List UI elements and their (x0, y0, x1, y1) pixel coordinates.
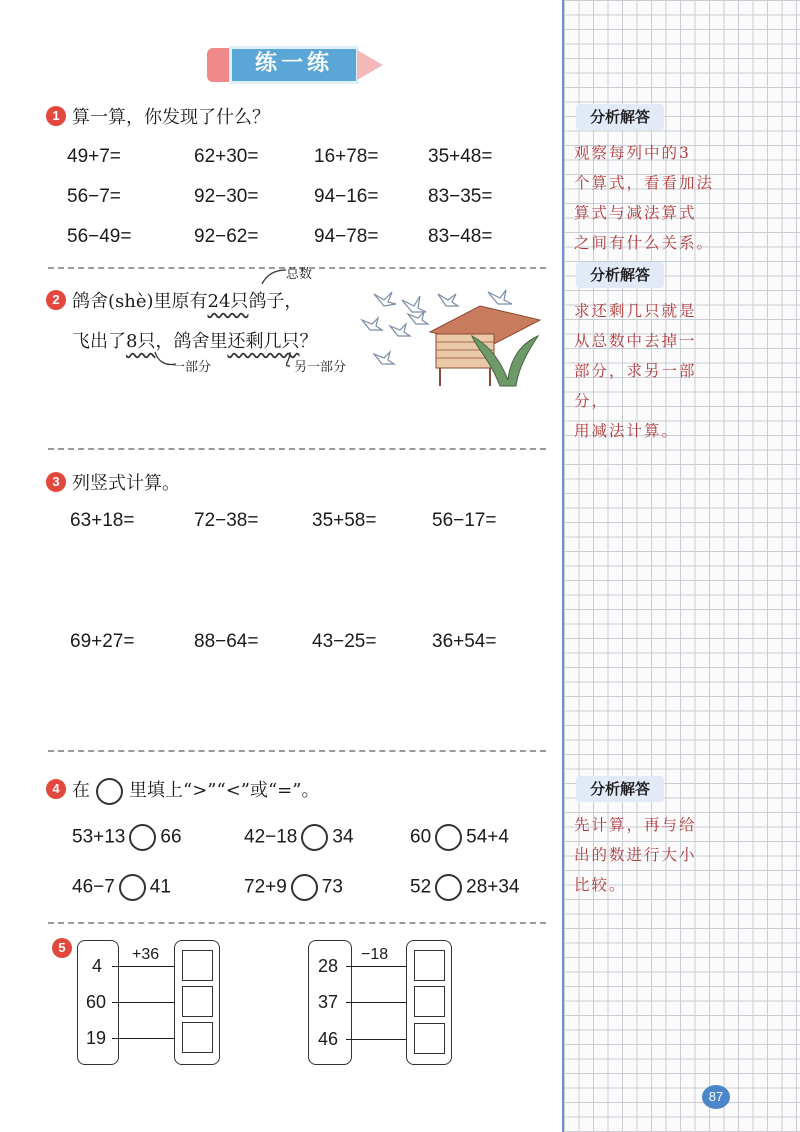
analysis-label: 分析解答 (576, 104, 664, 130)
q3-expr: 63+18= (70, 510, 135, 531)
question-1-prompt: 算一算，你发现了什么？ (72, 107, 270, 128)
input-number: 4 (92, 956, 103, 976)
analysis-text (574, 138, 726, 258)
section-divider (48, 922, 546, 924)
analysis-line: 个算式，看看加法 (574, 174, 715, 192)
q3-expr: 56−17= (432, 510, 497, 531)
q3-expr: 43−25= (312, 631, 377, 652)
q2-text: ？ (299, 331, 318, 352)
q1-expr: 94−78= (314, 226, 379, 247)
compare-circle[interactable] (291, 874, 318, 901)
input-number: 19 (86, 1028, 107, 1048)
q1-expr: 16+78= (314, 146, 379, 167)
arrow (112, 966, 180, 967)
compare-left: 46−7 (72, 876, 115, 898)
compare-left: 42−18 (244, 826, 298, 848)
q3-expr: 88−64= (194, 631, 259, 652)
analysis-line: 比较。 (574, 876, 627, 894)
q4-prompt-text: 里填上“>”“<”或“=”。 (129, 780, 320, 801)
note-other-part: 另一部分 (294, 360, 347, 375)
page-title: 练一练 (254, 51, 333, 76)
q1-expr: 49+7= (67, 146, 121, 167)
compare-right: 34 (332, 826, 354, 848)
question-4-prompt (72, 776, 319, 805)
compare-item (72, 824, 182, 851)
analysis-line: 从总数中去掉一 (574, 332, 697, 350)
compare-left: 60 (410, 826, 432, 848)
question-4-number: 4 (46, 779, 66, 799)
q2-total-quantity: 24只 (207, 291, 249, 312)
compare-item (244, 874, 343, 901)
q2-text: 飞出了 (72, 331, 126, 352)
q1-expr: 56−49= (67, 226, 132, 247)
q1-expr: 56−7= (67, 186, 121, 207)
q1-expr: 35+48= (428, 146, 493, 167)
compare-left: 53+13 (72, 826, 126, 848)
compare-left: 52 (410, 876, 432, 898)
question-3-prompt: 列竖式计算。 (72, 473, 180, 494)
q4-prompt-text: 在 (72, 780, 90, 801)
arrow (346, 1002, 414, 1003)
arrow (112, 1002, 180, 1003)
compare-circle[interactable] (119, 874, 146, 901)
section-divider (48, 448, 546, 450)
question-3-number: 3 (46, 472, 66, 492)
q2-text: 鸽舍(shè)里原有 (72, 291, 208, 312)
compare-item (410, 824, 509, 851)
operation-label: +36 (132, 946, 160, 963)
section-divider (48, 750, 546, 752)
answer-box[interactable] (414, 1023, 445, 1054)
q3-expr: 35+58= (312, 510, 377, 531)
compare-circle[interactable] (301, 824, 328, 851)
compare-right: 54+4 (466, 826, 509, 848)
q1-expr: 83−35= (428, 186, 493, 207)
analysis-line: 算式与减法算式 (574, 204, 697, 222)
q1-expr: 94−16= (314, 186, 379, 207)
arrow (346, 1039, 414, 1040)
analysis-line: 先计算，再与给 (574, 816, 697, 834)
q1-expr: 92−62= (194, 226, 259, 247)
compare-item (244, 824, 354, 851)
compare-right: 66 (160, 826, 182, 848)
analysis-text (574, 296, 726, 446)
input-number: 46 (318, 1029, 339, 1049)
note-part: 一部分 (172, 360, 212, 375)
q1-expr: 62+30= (194, 146, 259, 167)
q1-expr: 92−30= (194, 186, 259, 207)
compare-circle[interactable] (435, 874, 462, 901)
note-total: 总数 (286, 267, 313, 282)
q3-expr: 69+27= (70, 631, 135, 652)
compare-left: 72+9 (244, 876, 287, 898)
answer-box[interactable] (414, 986, 445, 1017)
arrow (346, 966, 414, 967)
compare-right: 73 (321, 876, 343, 898)
pigeon-house-illustration (360, 280, 550, 390)
analysis-label: 分析解答 (576, 776, 664, 802)
analysis-text (574, 810, 726, 900)
answer-box[interactable] (182, 950, 213, 981)
input-number: 60 (86, 992, 107, 1012)
compare-circle[interactable] (435, 824, 462, 851)
question-2-number: 2 (46, 290, 66, 310)
q2-remaining-question: 还剩几只 (227, 331, 300, 352)
compare-right: 28+34 (466, 876, 520, 898)
compare-circle-sample (96, 778, 123, 805)
analysis-line: 用减法计算。 (574, 422, 680, 440)
analysis-line: 求还剩几只就是 (574, 302, 697, 320)
compare-circle[interactable] (129, 824, 156, 851)
page-number: 87 (702, 1085, 730, 1109)
analysis-line: 部分，求另一部分， (574, 362, 697, 410)
answer-box[interactable] (414, 950, 445, 981)
q2-text: ，鸽舍里 (155, 331, 228, 352)
analysis-line: 出的数进行大小 (574, 846, 697, 864)
q3-expr: 72−38= (194, 510, 259, 531)
question-1-number: 1 (46, 106, 66, 126)
compare-item (410, 874, 520, 901)
compare-right: 41 (149, 876, 171, 898)
analysis-line: 观察每列中的3 (574, 144, 691, 162)
q2-text: 鸽子， (248, 291, 303, 312)
operation-label: −18 (361, 946, 389, 963)
analysis-line: 之间有什么关系。 (574, 234, 715, 252)
q3-expr: 36+54= (432, 631, 497, 652)
q1-expr: 83−48= (428, 226, 493, 247)
answer-box[interactable] (182, 1022, 213, 1053)
question-5-number: 5 (52, 938, 72, 958)
q2-part-quantity: 8只 (126, 331, 156, 352)
input-number: 37 (318, 992, 339, 1012)
arrow (112, 1038, 180, 1039)
answer-box[interactable] (182, 986, 213, 1017)
analysis-label: 分析解答 (576, 262, 664, 288)
compare-item (72, 874, 171, 901)
input-number: 28 (318, 956, 339, 976)
